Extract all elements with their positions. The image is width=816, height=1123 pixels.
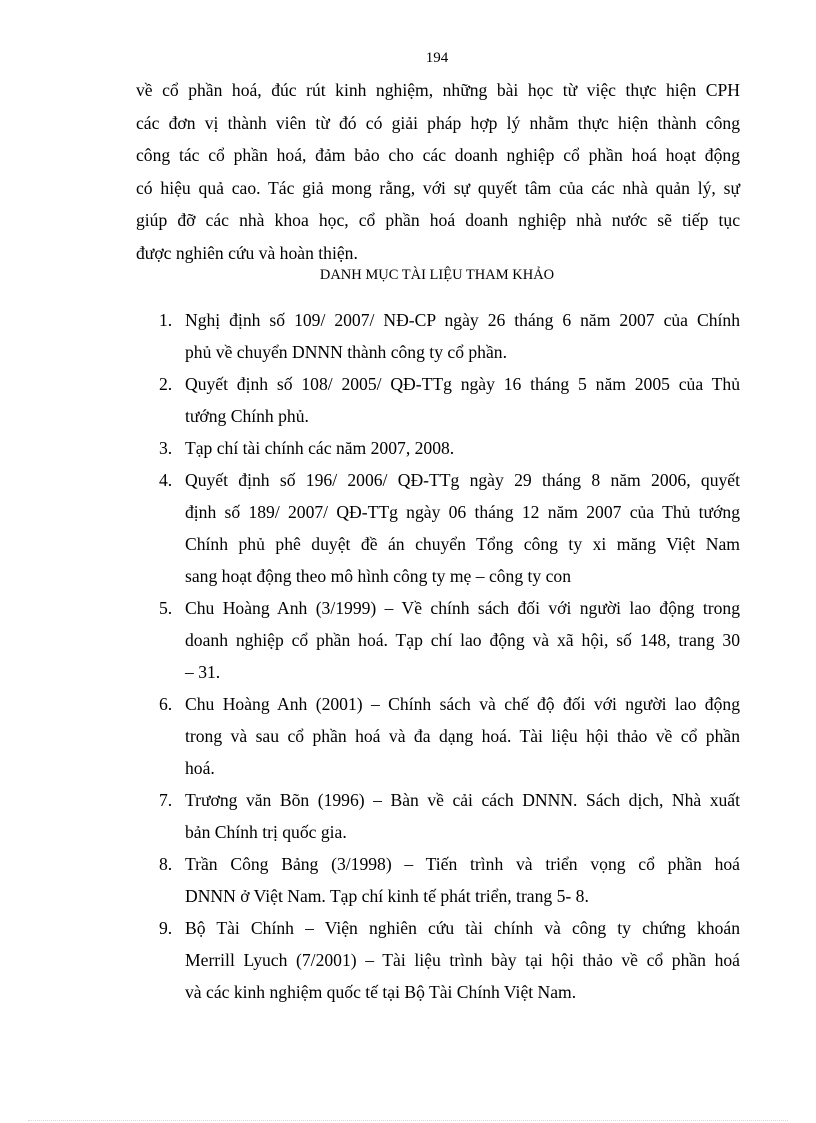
reference-text-line: Quyết định số 108/ 2005/ QĐ-TTg ngày 16 tháng 5 năm 2005 của Thủ	[185, 374, 740, 394]
reference-text-line: phủ về chuyển DNNN thành công ty cổ phần.	[185, 342, 507, 362]
reference-text-line: Tạp chí tài chính các năm 2007, 2008.	[185, 438, 455, 458]
reference-text-line: trong và sau cổ phần hoá và đa dạng hoá. Tài liệu hội thảo về cổ phần	[185, 726, 740, 746]
reference-number: 6.	[159, 694, 173, 714]
reference-text-line: doanh nghiệp cổ phần hoá. Tạp chí lao động và xã hội, số 148, trang 30	[185, 630, 740, 650]
reference-text-line: và các kinh nghiệm quốc tế tại Bộ Tài Chính Việt Nam.	[185, 982, 577, 1002]
reference-text-line: Chính phủ phê duyệt đề án chuyển Tổng công ty xi măng Việt Nam	[185, 534, 740, 554]
reference-number: 2.	[159, 374, 173, 394]
reference-text-line: bản Chính trị quốc gia.	[185, 822, 347, 842]
reference-text-line: Chu Hoàng Anh (2001) – Chính sách và chế độ đối với người lao động	[185, 694, 740, 714]
reference-number: 1.	[159, 310, 173, 330]
reference-number: 8.	[159, 854, 173, 874]
intro-line: về cổ phần hoá, đúc rút kinh nghiệm, những bài học từ việc thực hiện CPH	[136, 80, 740, 100]
intro-line: được nghiên cứu và hoàn thiện.	[136, 242, 358, 263]
reference-text-line: Quyết định số 196/ 2006/ QĐ-TTg ngày 29 tháng 8 năm 2006, quyết	[185, 470, 740, 490]
reference-item	[155, 432, 740, 464]
reference-number: 5.	[159, 598, 173, 618]
reference-number: 3.	[159, 438, 173, 458]
reference-text-line: Trần Công Bảng (3/1998) – Tiến trình và triển vọng cổ phần hoá	[185, 854, 740, 874]
page-number: 194	[425, 50, 449, 66]
reference-item	[155, 464, 740, 592]
reference-text-line: Bộ Tài Chính – Viện nghiên cứu tài chính và công ty chứng khoán	[185, 918, 740, 938]
reference-text-line: hoá.	[185, 758, 215, 778]
reference-text-line: tướng Chính phủ.	[185, 406, 309, 426]
reference-item	[155, 784, 740, 848]
reference-item	[155, 912, 740, 1008]
reference-text-line: định số 189/ 2007/ QĐ-TTg ngày 06 tháng 12 năm 2007 của Thủ tướng	[185, 502, 740, 522]
intro-line: có hiệu quả cao. Tác giả mong rằng, với sự quyết tâm của các nhà quản lý, sự	[136, 177, 740, 198]
intro-line: giúp đỡ các nhà khoa học, cổ phần hoá doanh nghiệp nhà nước sẽ tiếp tục	[136, 210, 740, 231]
reference-item	[155, 848, 740, 912]
reference-text-line: Merrill Lyuch (7/2001) – Tài liệu trình bày tại hội thảo về cổ phần hoá	[185, 950, 740, 970]
references-list	[155, 304, 740, 1008]
reference-number: 9.	[159, 918, 173, 938]
reference-text-line: – 31.	[185, 662, 221, 682]
reference-text-line: sang hoạt động theo mô hình công ty mẹ – công ty con	[185, 566, 572, 586]
reference-item	[155, 688, 740, 784]
reference-number: 4.	[159, 470, 173, 490]
reference-item	[155, 304, 740, 368]
reference-text-line: Trương văn Bõn (1996) – Bàn về cải cách DNNN. Sách dịch, Nhà xuất	[185, 790, 740, 810]
reference-item	[155, 368, 740, 432]
reference-text-line: Nghị định số 109/ 2007/ NĐ-CP ngày 26 tháng 6 năm 2007 của Chính	[185, 310, 740, 330]
page-bottom-rule	[28, 1120, 788, 1121]
references-heading: DANH MỤC TÀI LIỆU THAM KHẢO	[319, 267, 555, 283]
intro-paragraph	[136, 74, 740, 270]
reference-item	[155, 592, 740, 688]
reference-text-line: DNNN ở Việt Nam. Tạp chí kinh tế phát triển, trang 5- 8.	[185, 886, 589, 906]
reference-text-line: Chu Hoàng Anh (3/1999) – Về chính sách đối với người lao động trong	[185, 598, 740, 618]
intro-line: các đơn vị thành viên từ đó có giải pháp hợp lý nhằm thực hiện thành công	[136, 112, 740, 133]
intro-line: công tác cổ phần hoá, đảm bảo cho các doanh nghiệp cổ phần hoá hoạt động	[136, 145, 740, 166]
reference-number: 7.	[159, 790, 173, 810]
